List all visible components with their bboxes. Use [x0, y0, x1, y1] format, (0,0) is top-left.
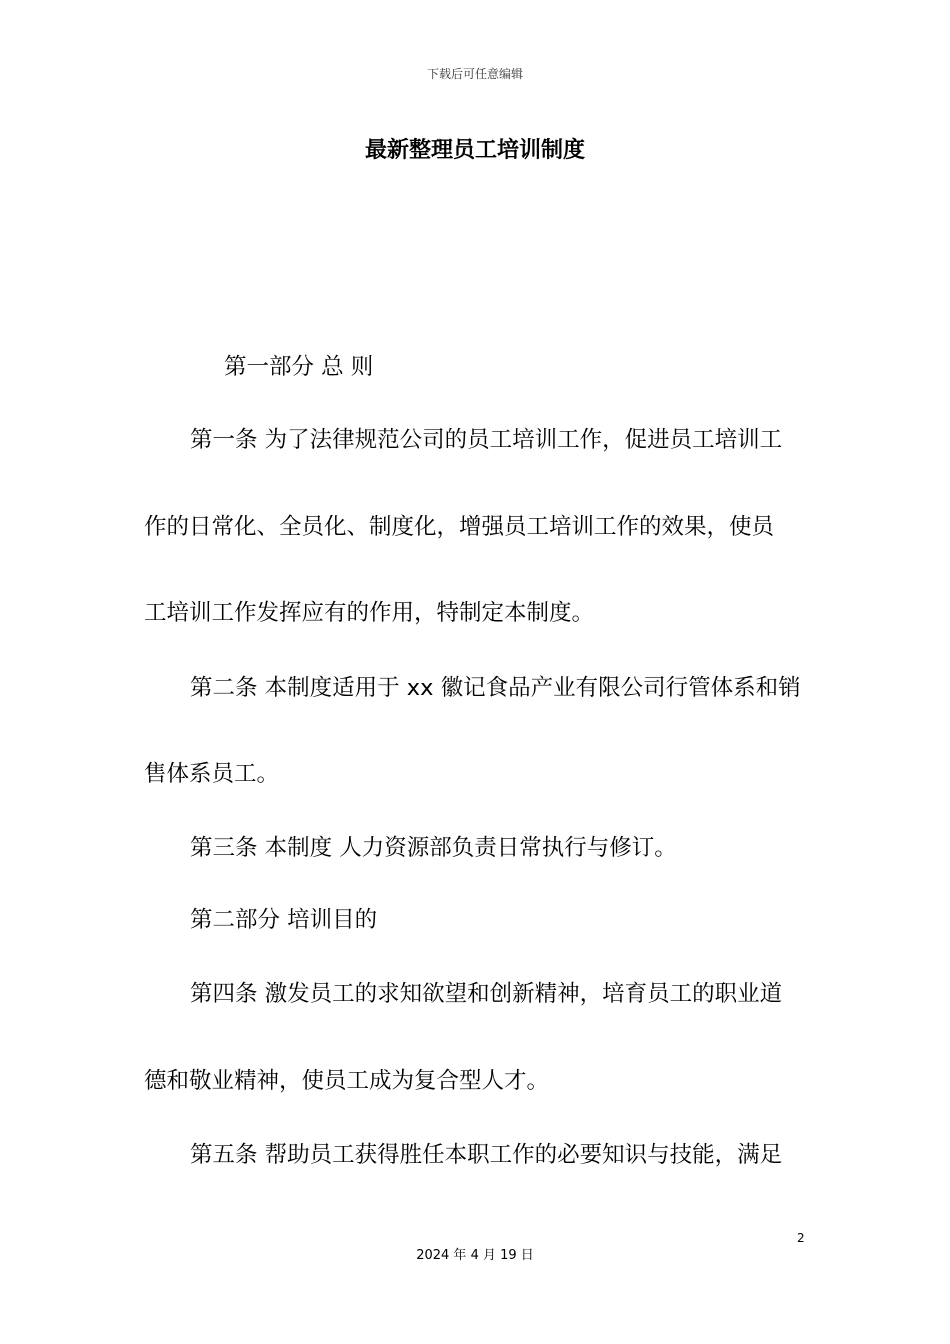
paragraph-line: 德和敬业精神，使员工成为复合型人才。 — [144, 1068, 550, 1094]
paragraph-line: 第四条 激发员工的求知欲望和创新精神，培育员工的职业道 — [190, 981, 783, 1007]
paragraph-line: 工培训工作发挥应有的作用，特制定本制度。 — [144, 600, 595, 626]
header-note: 下载后可任意编辑 — [426, 67, 523, 81]
paragraph-line: 售体系员工。 — [144, 761, 280, 787]
paragraph-line: 第一条 为了法律规范公司的员工培训工作，促进员工培训工 — [190, 427, 783, 453]
footer-date: 2024 年 4 月 19 日 — [416, 1248, 534, 1263]
document-title: 最新整理员工培训制度 — [364, 138, 585, 163]
paragraph-line: 作的日常化、全员化、制度化，增强员工培训工作的效果，使员 — [144, 514, 775, 540]
page-number: 2 — [797, 1231, 805, 1245]
section-heading-purpose: 第二部分 培训目的 — [190, 907, 378, 933]
section-heading-general: 第一部分 总 则 — [224, 354, 374, 380]
paragraph-line: 第二条 本制度适用于 xx 徽记食品产业有限公司行管体系和销 — [190, 675, 801, 701]
paragraph-line: 第五条 帮助员工获得胜任本职工作的必要知识与技能，满足 — [190, 1142, 783, 1168]
paragraph-line: 第三条 本制度 人力资源部负责日常执行与修订。 — [190, 835, 677, 861]
